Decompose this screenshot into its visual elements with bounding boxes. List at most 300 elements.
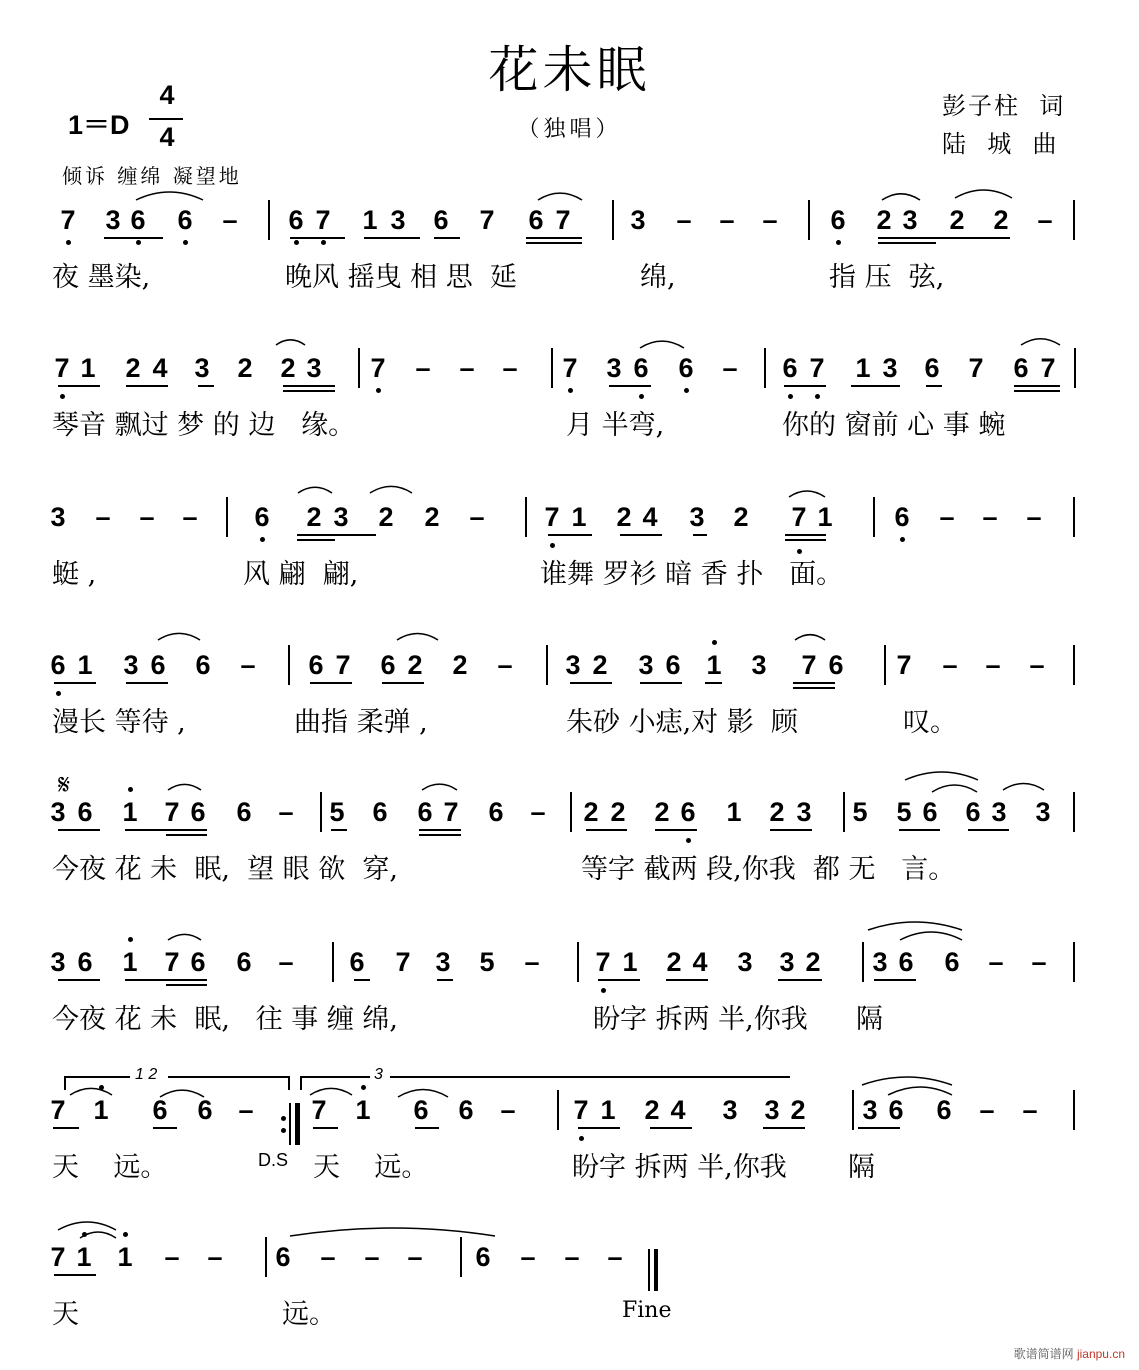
slur <box>888 1087 952 1095</box>
sustain-dash: – <box>459 353 475 383</box>
note: 3 <box>1035 797 1051 827</box>
lyric-line: 月 半弯, <box>566 410 665 441</box>
sustain-dash: – <box>139 502 155 532</box>
beam-underline <box>851 385 900 387</box>
note: 7 <box>479 205 495 235</box>
note: 3 <box>751 650 767 680</box>
note: 7 <box>1040 353 1056 383</box>
bar-line <box>808 200 810 240</box>
octave-dot-below <box>56 691 61 696</box>
sustain-dash: – <box>278 947 294 977</box>
beam-underline <box>415 1127 439 1129</box>
octave-dot-below <box>66 240 71 245</box>
note: 6 <box>288 205 304 235</box>
note: 5 <box>479 947 495 977</box>
watermark-cn: 歌谱简谱网 <box>1013 1347 1074 1361</box>
note: 3 <box>764 1095 780 1125</box>
octave-dot-below <box>568 388 573 393</box>
note: 1 <box>117 1242 133 1272</box>
slur <box>868 922 962 930</box>
bar-line <box>460 1237 462 1277</box>
repeat-dot <box>281 1128 286 1133</box>
beam-underline-double <box>166 984 207 986</box>
bar-line <box>862 942 864 982</box>
bar-line <box>1073 645 1075 685</box>
beam-underline <box>586 829 627 831</box>
volta-1-label: 1 2 <box>135 1066 158 1083</box>
lyric-line: 叹。 <box>903 707 957 738</box>
beam-underline <box>166 979 207 981</box>
slur <box>158 633 200 640</box>
note: 6 <box>130 205 146 235</box>
beam-underline <box>705 682 722 684</box>
beam-underline-double <box>419 834 461 836</box>
note: 6 <box>177 205 193 235</box>
octave-dot-below <box>579 1136 584 1141</box>
note: 2 <box>280 353 296 383</box>
note: 2 <box>610 797 626 827</box>
note: 5 <box>329 797 345 827</box>
note: 6 <box>308 650 324 680</box>
beam-underline <box>770 829 812 831</box>
lyric-line: 曲指 柔弹 , <box>294 707 428 738</box>
note: 2 <box>378 502 394 532</box>
note: 6 <box>944 947 960 977</box>
note: 4 <box>152 353 168 383</box>
note: 6 <box>433 205 449 235</box>
lyric-line: 盼字 拆两 半,你我 <box>572 1152 787 1183</box>
note: 6 <box>680 797 696 827</box>
watermark-url: jianpu.cn <box>1076 1347 1125 1361</box>
beam-underline <box>434 237 460 239</box>
octave-dot-below <box>550 543 555 548</box>
note: 7 <box>443 797 459 827</box>
bar-line <box>265 1237 267 1277</box>
beam-underline <box>784 385 826 387</box>
composer-credit: 陆 城 曲 <box>942 130 1059 158</box>
note: 6 <box>458 1095 474 1125</box>
note: 6 <box>152 1095 168 1125</box>
slur <box>932 785 977 792</box>
note: 6 <box>236 947 252 977</box>
octave-dot-above <box>123 1232 128 1237</box>
beam-underline <box>53 1127 79 1129</box>
note: 6 <box>828 650 844 680</box>
lyricist-credit: 彭子柱 词 <box>942 92 1066 120</box>
note: 3 <box>882 353 898 383</box>
page-title: 花未眠 <box>488 41 651 99</box>
bar-line <box>268 200 270 240</box>
lyric-line: 隔 <box>848 1152 875 1183</box>
note: 6 <box>475 1242 491 1272</box>
octave-dot-above <box>128 937 133 942</box>
beam-underline <box>793 682 835 684</box>
sustain-dash: – <box>95 502 111 532</box>
beam-underline <box>58 385 100 387</box>
note: 6 <box>922 797 938 827</box>
beam-underline <box>54 682 96 684</box>
note: 2 <box>790 1095 806 1125</box>
note: 2 <box>949 205 965 235</box>
bar-line <box>358 348 360 388</box>
note: 6 <box>528 205 544 235</box>
slur <box>640 341 684 348</box>
note: 3 <box>737 947 753 977</box>
sustain-dash: – <box>164 1242 180 1272</box>
slur <box>168 934 201 940</box>
bar-line <box>1073 942 1075 982</box>
time-signature-bottom: 4 <box>159 122 175 152</box>
slur <box>1003 783 1044 790</box>
note: 6 <box>275 1242 291 1272</box>
slur <box>70 1088 112 1095</box>
note: 4 <box>692 947 708 977</box>
octave-dot-below <box>639 394 644 399</box>
lyric-line: 今夜 花 未 眠, 往 事 缠 绵, <box>52 1004 398 1035</box>
beam-underline <box>354 979 370 981</box>
beam-underline <box>878 237 1010 239</box>
lyric-line: 漫长 等待 , <box>52 707 186 738</box>
beam-underline <box>331 829 347 831</box>
note: 3 <box>333 502 349 532</box>
octave-dot-below <box>294 240 299 245</box>
note: 2 <box>654 797 670 827</box>
bar-line <box>612 200 614 240</box>
note: 6 <box>77 797 93 827</box>
note: 3 <box>50 797 66 827</box>
sustain-dash: – <box>607 1242 623 1272</box>
beam-underline <box>104 237 163 239</box>
lyric-line: 今夜 花 未 眠, 望 眼 欲 穿, <box>52 854 398 885</box>
note: 7 <box>315 205 331 235</box>
beam-underline <box>126 385 168 387</box>
octave-dot-above <box>712 640 717 645</box>
sustain-dash: – <box>502 353 518 383</box>
note: 7 <box>896 650 912 680</box>
note: 3 <box>630 205 646 235</box>
note: 6 <box>349 947 365 977</box>
lyric-line: 谁舞 罗衫 暗 香 扑 面。 <box>540 559 844 590</box>
final-thick-bar <box>654 1249 658 1291</box>
expression-marking: 倾诉 缠绵 凝望地 <box>62 164 242 188</box>
note: 4 <box>642 502 658 532</box>
note: 3 <box>390 205 406 235</box>
lyric-line: 等字 截两 段,你我 都 无 言。 <box>581 854 956 885</box>
volta-3-line-b <box>390 1076 790 1078</box>
octave-dot-below <box>321 240 326 245</box>
volta-3-line-a <box>300 1076 370 1078</box>
octave-dot-below <box>836 240 841 245</box>
sustain-dash: – <box>207 1242 223 1272</box>
note: 6 <box>236 797 252 827</box>
beam-underline <box>968 829 1009 831</box>
note: 1 <box>362 205 378 235</box>
note: 1 <box>76 1242 92 1272</box>
note: 2 <box>805 947 821 977</box>
note: 6 <box>782 353 798 383</box>
beam-underline <box>166 829 207 831</box>
beam-underline-double <box>297 539 335 541</box>
note: 7 <box>562 353 578 383</box>
note: 7 <box>573 1095 589 1125</box>
beam-underline <box>54 1274 96 1276</box>
beam-underline <box>763 1127 805 1129</box>
volta-1-left <box>64 1076 66 1090</box>
note: 1 <box>726 797 742 827</box>
beam-underline <box>313 1127 338 1129</box>
lyric-line: 夜 墨染, <box>52 262 151 293</box>
beam-underline <box>126 682 168 684</box>
note: 2 <box>452 650 468 680</box>
octave-dot-above <box>128 787 133 792</box>
sustain-dash: – <box>222 205 238 235</box>
octave-dot-below <box>260 537 265 542</box>
note: 2 <box>424 502 440 532</box>
note: 7 <box>50 1242 66 1272</box>
bar-line <box>546 645 548 685</box>
note: 6 <box>1013 353 1029 383</box>
note: 1 <box>355 1095 371 1125</box>
lyric-line: 盼字 拆两 半,你我 <box>593 1004 808 1035</box>
beam-underline <box>858 1127 900 1129</box>
sustain-dash: – <box>497 650 513 680</box>
note: 3 <box>50 502 66 532</box>
fine-marking: Fine <box>622 1298 672 1323</box>
note: 7 <box>809 353 825 383</box>
note: 3 <box>796 797 812 827</box>
octave-dot-below <box>797 549 802 554</box>
sustain-dash: – <box>520 1242 536 1272</box>
beam-underline <box>655 829 697 831</box>
octave-dot-above <box>82 1232 87 1237</box>
note: 1 <box>93 1095 109 1125</box>
note: 3 <box>779 947 795 977</box>
octave-dot-below <box>60 394 65 399</box>
segno-icon: 𝄋 <box>58 768 71 801</box>
lyric-line: 远。 <box>282 1299 336 1330</box>
octave-dot-below <box>601 988 606 993</box>
note: 3 <box>123 650 139 680</box>
note: 3 <box>435 947 451 977</box>
beam-underline <box>778 979 822 981</box>
note: 7 <box>311 1095 327 1125</box>
lyric-line: 隔 <box>856 1004 883 1035</box>
beam-underline <box>578 1127 620 1129</box>
note: 7 <box>60 205 76 235</box>
beam-underline <box>58 979 100 981</box>
note: 6 <box>77 947 93 977</box>
sustain-dash: – <box>722 353 738 383</box>
sustain-dash: – <box>238 1095 254 1125</box>
sustain-dash: – <box>676 205 692 235</box>
note: 2 <box>407 650 423 680</box>
note: 3 <box>50 947 66 977</box>
lyric-line: 指 压 弦, <box>829 262 945 293</box>
note: 3 <box>689 502 705 532</box>
sustain-dash: – <box>364 1242 380 1272</box>
sustain-dash: – <box>564 1242 580 1272</box>
note: 7 <box>370 353 386 383</box>
bar-line <box>884 645 886 685</box>
note: 3 <box>722 1095 738 1125</box>
beam-underline <box>310 682 352 684</box>
octave-dot-below <box>376 388 381 393</box>
slur <box>955 190 1012 198</box>
bar-line <box>570 792 572 832</box>
note: 5 <box>896 797 912 827</box>
bar-line <box>1073 497 1075 537</box>
beam-underline <box>58 829 100 831</box>
sustain-dash: – <box>979 1095 995 1125</box>
note: 1 <box>122 947 138 977</box>
lyric-line: 风 翩 翩, <box>243 559 359 590</box>
note: 3 <box>606 353 622 383</box>
octave-dot-below <box>686 838 691 843</box>
beam-underline <box>526 237 582 239</box>
note: 6 <box>678 353 694 383</box>
bar-line <box>557 1090 559 1130</box>
octave-dot-below <box>900 537 905 542</box>
beam-underline <box>693 534 707 536</box>
note: 6 <box>665 650 681 680</box>
beam-underline <box>666 979 708 981</box>
watermark <box>1014 1345 1125 1362</box>
sustain-dash: – <box>1026 502 1042 532</box>
bar-line <box>332 942 334 982</box>
bar-line <box>288 645 290 685</box>
slur <box>882 194 920 200</box>
note: 6 <box>898 947 914 977</box>
key-signature: 1＝D <box>68 110 130 140</box>
slur <box>168 784 201 790</box>
bar-line <box>1074 348 1076 388</box>
note: 6 <box>190 947 206 977</box>
repeat-thick-bar <box>295 1103 300 1145</box>
note: 7 <box>801 650 817 680</box>
beam-underline-double <box>878 242 936 244</box>
volta-3-left <box>300 1076 302 1090</box>
note: 2 <box>306 502 322 532</box>
note: 6 <box>965 797 981 827</box>
sustain-dash: – <box>719 205 735 235</box>
note: 2 <box>876 205 892 235</box>
slur <box>1021 339 1060 345</box>
note: 3 <box>565 650 581 680</box>
note: 7 <box>968 353 984 383</box>
time-signature-top: 4 <box>159 80 175 110</box>
sustain-dash: – <box>1022 1095 1038 1125</box>
beam-underline-double <box>793 687 835 689</box>
beam-underline-double <box>1014 390 1060 392</box>
note: 2 <box>592 650 608 680</box>
beam-underline <box>290 237 345 239</box>
note: 1 <box>571 502 587 532</box>
sustain-dash: – <box>530 797 546 827</box>
octave-dot-below <box>183 240 188 245</box>
note: 3 <box>991 797 1007 827</box>
beam-underline <box>598 979 640 981</box>
sustain-dash: – <box>985 650 1001 680</box>
sustain-dash: – <box>278 797 294 827</box>
sustain-dash: – <box>1037 205 1053 235</box>
note: 1 <box>706 650 722 680</box>
sustain-dash: – <box>762 205 778 235</box>
beam-underline <box>419 829 461 831</box>
beam-underline-double <box>785 539 826 541</box>
note: 6 <box>50 650 66 680</box>
note: 1 <box>80 353 96 383</box>
note: 1 <box>600 1095 616 1125</box>
repeat-dot <box>281 1116 286 1121</box>
note: 3 <box>194 353 210 383</box>
sustain-dash: – <box>1031 947 1047 977</box>
note: 3 <box>872 947 888 977</box>
beam-underline <box>153 1127 177 1129</box>
note: 2 <box>616 502 632 532</box>
time-signature-line <box>149 118 183 120</box>
beam-underline <box>899 829 940 831</box>
slur <box>290 1228 495 1236</box>
slur <box>397 633 438 640</box>
octave-dot-above <box>99 1085 104 1090</box>
sustain-dash: – <box>240 650 256 680</box>
note: 6 <box>830 205 846 235</box>
note: 3 <box>105 205 121 235</box>
beam-underline <box>382 682 424 684</box>
note: 5 <box>852 797 868 827</box>
note: 6 <box>372 797 388 827</box>
lyric-line: 你的 窗前 心 事 蜿 <box>782 410 1006 441</box>
bar-line <box>320 792 322 832</box>
slur <box>298 487 332 493</box>
note: 7 <box>791 502 807 532</box>
note: 6 <box>936 1095 952 1125</box>
note: 2 <box>644 1095 660 1125</box>
note: 2 <box>237 353 253 383</box>
note: 6 <box>197 1095 213 1125</box>
note: 3 <box>638 650 654 680</box>
sustain-dash: – <box>988 947 1004 977</box>
note: 6 <box>190 797 206 827</box>
lyric-line: 琴音 飘过 梦 的 边 缘。 <box>52 410 356 441</box>
beam-underline <box>437 979 453 981</box>
sustain-dash: – <box>942 650 958 680</box>
beam-underline <box>785 534 826 536</box>
beam-underline <box>548 534 592 536</box>
octave-dot-below <box>815 394 820 399</box>
note: 6 <box>633 353 649 383</box>
bar-line <box>843 792 845 832</box>
note: 7 <box>164 947 180 977</box>
slur <box>862 1077 952 1085</box>
slur <box>58 1222 116 1230</box>
beam-underline <box>283 385 335 387</box>
note: 6 <box>894 502 910 532</box>
final-thin-bar <box>648 1249 650 1291</box>
beam-underline <box>1014 385 1060 387</box>
beam-underline-double <box>526 242 582 244</box>
note: 2 <box>769 797 785 827</box>
note: 3 <box>306 353 322 383</box>
beam-underline <box>609 385 651 387</box>
sustain-dash: – <box>939 502 955 532</box>
note: 7 <box>164 797 180 827</box>
note: 2 <box>125 353 141 383</box>
note: 1 <box>122 797 138 827</box>
note: 6 <box>417 797 433 827</box>
bar-line <box>1073 1090 1075 1130</box>
slur <box>538 193 582 200</box>
